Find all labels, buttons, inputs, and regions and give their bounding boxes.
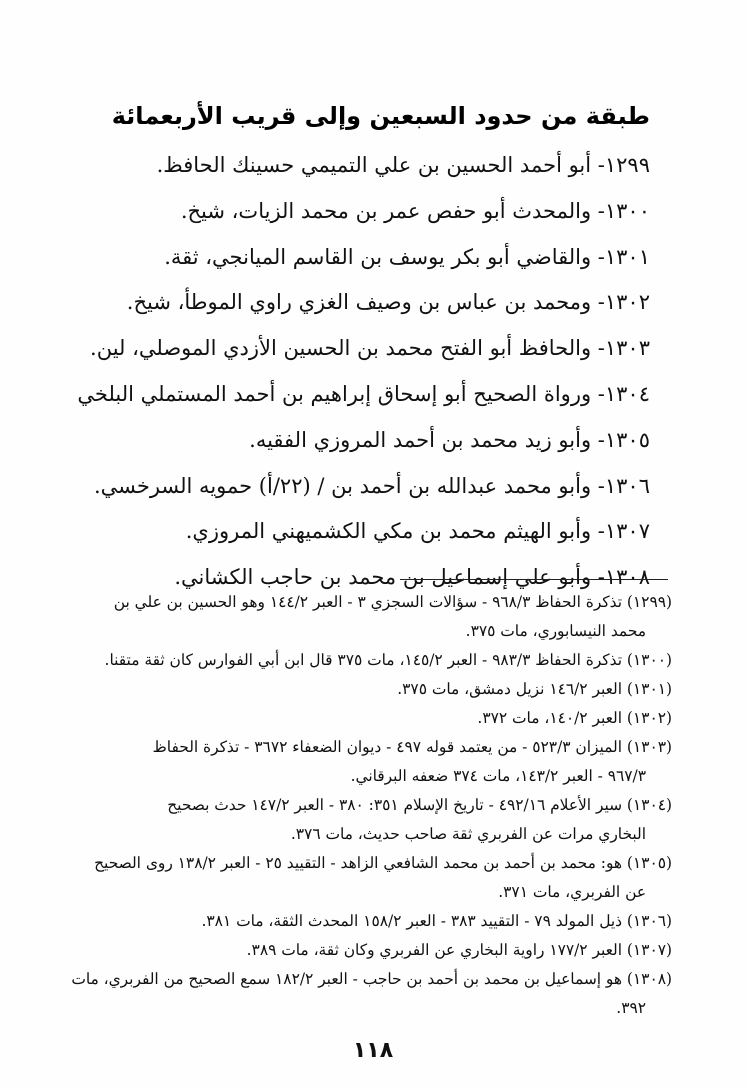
- footnote-text: (١٣٠٧) العبر ١٧٧/٢ راوية البخاري عن الفربري وكان ثقة، مات ٣٨٩.: [246, 941, 672, 959]
- footnote-1307: [42, 936, 672, 965]
- footnote-text: (١٣٠٢) العبر ١٤٠/٢، مات ٣٧٢.: [477, 709, 672, 727]
- footnote-1305: [42, 849, 672, 907]
- entry-1306: ١٣٠٦- وأبو محمد عبدالله بن أحمد بن / (٢٢/أ) حمويه السرخسي.: [93, 473, 650, 498]
- footnote-1302: [42, 704, 672, 733]
- footnote-1308: [42, 965, 672, 1023]
- footnote-1304: [42, 791, 672, 849]
- footnotes: [42, 588, 672, 1023]
- footnote-1306: [42, 907, 672, 936]
- footnote-text: (١٣٠٥) هو: محمد بن أحمد بن محمد الشافعي الزاهد - التقييد ٢٥ - العبر ١٣٨/٢ روى الصحيح: [94, 854, 672, 872]
- footnote-continuation: عن الفربري، مات ٣٧١.: [498, 883, 646, 901]
- footnote-1299: [42, 588, 672, 646]
- footnote-text: (١٣٠٣) الميزان ٥٢٣/٣ - من يعتمد قوله ٤٩٧ - ديوان الضعفاء ٣٦٧٢ - تذكرة الحفاظ: [152, 738, 672, 756]
- entry-1300: ١٣٠٠- والمحدث أبو حفص عمر بن محمد الزيات، شيخ.: [180, 198, 650, 223]
- footnote-1301: [42, 675, 672, 704]
- entry-1304: ١٣٠٤- ورواة الصحيح أبو إسحاق إبراهيم بن أحمد المستملي البلخي: [77, 381, 650, 406]
- footnote-continuation: ٣٩٢.: [616, 999, 646, 1017]
- footnote-text: (١٣٠٤) سير الأعلام ٤٩٢/١٦ - تاريخ الإسلام ٣٥١: ٣٨٠ - العبر ١٤٧/٢ حدث بصحيح: [167, 796, 672, 814]
- entry-1302: ١٣٠٢- ومحمد بن عباس بن وصيف الغزي راوي الموطأ، شيخ.: [126, 290, 650, 315]
- footnote-continuation: البخاري مرات عن الفربري ثقة صاحب حديث، مات ٣٧٦.: [290, 825, 646, 843]
- footnote-text: (١٣٠٠) تذكرة الحفاظ ٩٨٣/٣ - العبر ١٤٥/٢، مات ٣٧٥ قال ابن أبي الفوارس كان ثقة متقنا.: [104, 651, 672, 669]
- entries-list: [77, 143, 650, 601]
- footnote-1300: [42, 646, 672, 675]
- footnote-divider: [400, 579, 668, 580]
- page-number: ١١٨: [352, 1038, 394, 1063]
- footnote-text: (١٢٩٩) تذكرة الحفاظ ٩٦٨/٣ - سؤالات السجزي ٣ - العبر ١٤٤/٢ وهو الحسين بن علي بن: [113, 593, 672, 611]
- section-title: طبقة من حدود السبعين وإلى قريب الأربعمائة: [111, 102, 650, 130]
- entry-1305: ١٣٠٥- وأبو زيد محمد بن أحمد المروزي الفقيه.: [249, 427, 650, 452]
- entry-1301: ١٣٠١- والقاضي أبو بكر يوسف بن القاسم الميانجي، ثقة.: [164, 244, 650, 269]
- footnote-text: (١٣٠٨) هو إسماعيل بن محمد بن أحمد بن حاجب - العبر ١٨٢/٢ سمع الصحيح من الفربري، مات: [71, 970, 672, 988]
- footnote-text: (١٣٠٦) ذيل المولد ٧٩ - التقييد ٣٨٣ - العبر ١٥٨/٢ المحدث الثقة، مات ٣٨١.: [201, 912, 672, 930]
- footnote-continuation: محمد النيسابوري، مات ٣٧٥.: [465, 622, 646, 640]
- footnote-1303: [42, 733, 672, 791]
- footnote-continuation: ٩٦٧/٣ - العبر ١٤٣/٢، مات ٣٧٤ ضعفه البرقاني.: [350, 767, 646, 785]
- entry-1303: ١٣٠٣- والحافظ أبو الفتح محمد بن الحسين الأزدي الموصلي، لين.: [90, 336, 650, 361]
- footnote-text: (١٣٠١) العبر ١٤٦/٢ نزيل دمشق، مات ٣٧٥.: [397, 680, 672, 698]
- entry-1307: ١٣٠٧- وأبو الهيثم محمد بن مكي الكشميهني المروزي.: [185, 519, 650, 544]
- entry-1299: ١٢٩٩- أبو أحمد الحسين بن علي التميمي حسينك الحافظ.: [156, 153, 650, 177]
- entry-1308: ١٣٠٨- وأبو علي إسماعيل بن محمد بن حاجب الكشاني.: [174, 565, 650, 590]
